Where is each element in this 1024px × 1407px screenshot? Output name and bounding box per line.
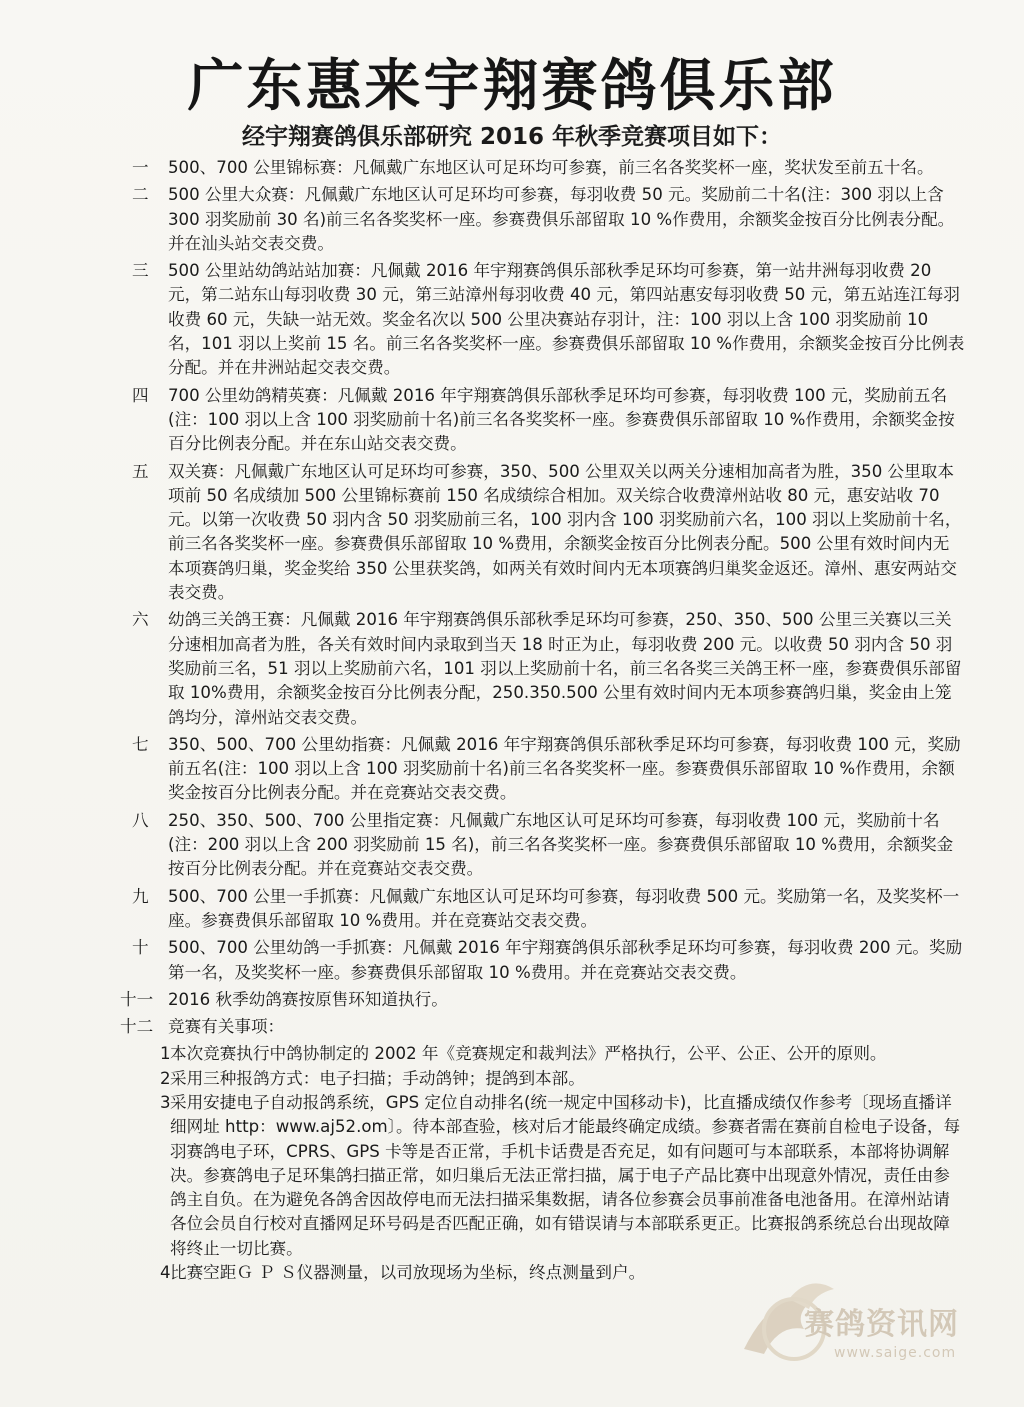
item-number: 五 [132, 461, 149, 481]
sub-item-text: 采用三种报鸽方式：电子扫描；手动鸽钟；提鸽到本部。 [170, 1068, 585, 1088]
item-text: 350、500、700 公里幼指赛：凡佩戴 2016 年宇翔赛鸽俱乐部秋季足环均可参赛，每羽收费 100 元，奖励前五名(注：100 羽以上含 100 羽奖励前十名)前三名各奖奖杯一座。参赛费俱乐部留取 10 %作费用，余额奖金按百分比例表分配。并在竞赛站交表交费。 [168, 734, 961, 803]
item-number: 十 [132, 938, 149, 958]
sub-item-number: 1 [160, 1044, 171, 1064]
list-item [120, 733, 965, 806]
item-number: 八 [132, 810, 149, 830]
item-text: 500、700 公里锦标赛：凡佩戴广东地区认可足环均可参赛，前三名各奖奖杯一座，奖状发至前五十名。 [168, 158, 934, 177]
item-number: 三 [132, 261, 149, 281]
item-text: 500 公里站幼鸽站站加赛：凡佩戴 2016 年宇翔赛鸽俱乐部秋季足环均可参赛，第一站井洲每羽收费 20 元，第二站东山每羽收费 30 元，第三站漳州每羽收费 40 元，第四站惠安每羽收费 50 元，第五站连江每羽收费 60 元，失缺一站无效。奖金名次以 500 公里决赛站存羽计，注：100 羽以上含 100 羽奖励前 10 名，101 羽以上奖前 15 名。前三名各奖奖杯一座。参赛费俱乐部留取 10 %作费用，余额奖金按百分比例表分配。并在井洲站起交表交费。 [168, 261, 965, 378]
sub-item [130, 1067, 965, 1091]
list-item [120, 988, 965, 1012]
item-text: 250、350、500、700 公里指定赛：凡佩戴广东地区认可足环均可参赛，每羽收费 100 元，奖励前十名(注：200 羽以上含 200 羽奖励前 15 名)，前三名各奖奖杯一座。参赛费俱乐部留取 10 %费用，余额奖金按百分比例表分配。并在竞赛站交表交费。 [168, 810, 954, 879]
item-number: 七 [132, 734, 149, 754]
item-text: 双关赛：凡佩戴广东地区认可足环均可参赛，350、500 公里双关以两关分速相加高者为胜，350 公里取本项前 50 名成绩加 500 公里锦标赛前 150 名成绩综合相加。双关综合收费漳州站收 80 元，惠安站收 70 元。以第一次收费 50 羽内含 50 羽奖励前三名，100 羽内含 100 羽奖励前六名，100 羽以上奖励前十名，前三名各奖奖杯一座。参赛费俱乐部留取 10 %费用，余额奖金按百分比例表分配。500 公里有效时间内无本项赛鸽归巢，奖金奖给 350 公里获奖鸽，如两关有效时间内无本项赛鸽归巢奖金返还。漳州、惠安两站交表交费。 [168, 461, 962, 603]
watermark-text: 赛鸽资讯网 [804, 1307, 959, 1342]
item-number: 十一 [120, 989, 154, 1009]
item-text: 竞赛有关事项： [168, 1017, 285, 1037]
page-subtitle: 经宇翔赛鸽俱乐部研究 2016 年秋季竞赛项目如下： [241, 124, 783, 150]
list-item [120, 156, 965, 180]
list-item [120, 936, 965, 985]
list-item [120, 885, 965, 934]
list-item [120, 259, 965, 380]
item-text: 700 公里幼鸽精英赛：凡佩戴 2016 年宇翔赛鸽俱乐部秋季足环均可参赛，每羽收费 100 元，奖励前五名(注：100 羽以上含 100 羽奖励前十名)前三名各奖奖杯一座。参赛费俱乐部留取 10 %作费用，余额奖金按百分比例表分配。并在东山站交表交费。 [168, 385, 955, 454]
content-list [120, 156, 965, 1285]
sub-item-number: 4 [160, 1263, 171, 1283]
list-item [120, 608, 965, 729]
sub-item-text: 比赛空距Ｇ Ｐ Ｓ仪器测量，以司放现场为坐标，终点测量到户。 [170, 1263, 646, 1283]
item-text: 幼鸽三关鸽王赛：凡佩戴 2016 年宇翔赛鸽俱乐部秋季足环均可参赛，250、350、500 公里三关赛以三关分速相加高者为胜，各关有效时间内录取到当天 18 时正为止，每羽收费 200 元。以收费 50 羽内含 50 羽奖励前三名，51 羽以上奖励前六名，101 羽以上奖励前十名，前三名各奖三关鸽王杯一座，参赛费俱乐部留取 10%费用，余额奖金按百分比例表分配，250.350.500 公里有效时间内无本项参赛鸽归巢，奖金由上笼鸽均分，漳州站交表交费。 [168, 610, 962, 727]
watermark [734, 1269, 984, 1379]
item-text: 500 公里大众赛：凡佩戴广东地区认可足环均可参赛，每羽收费 50 元。奖励前二十名(注：300 羽以上含 300 羽奖励前 30 名)前三名各奖奖杯一座。参赛费俱乐部留取 10 %作费用，余额奖金按百分比例表分配。并在汕头站交表交费。 [168, 185, 955, 253]
item-number: 十二 [120, 1017, 154, 1037]
item-number: 九 [132, 886, 149, 906]
list-item [120, 384, 965, 457]
sub-item [130, 1091, 965, 1261]
sub-item-text: 采用安捷电子自动报鸽系统，GPS 定位自动排名(统一规定中国移动卡)，比直播成绩仅作参考〔现场直播详细网址 http：www.aj52.om〕。待本部查验，核对后才能最终确定成绩。参赛者需在赛前自检电子设备，每羽赛鸽电子环，CPRS、GPS 卡等是否正常，手机卡话费是否充足，如有问题可与本部联系，本部将协调解决。参赛鸽电子足环集鸽扫描正常，如归巢后无法正常扫描，属于电子产品比赛中出现意外情况，责任由参鸽主自负。在为避免各鸽舍因故停电而无法扫描采集数据，请各位参赛会员事前准备电池备用。在漳州站请各位会员自行校对直播网足环号码是否匹配正确，如有错误请与本部联系更正。比赛报鸽系统总台出现故障将终止一切比赛。 [170, 1092, 961, 1258]
list-item [120, 183, 965, 256]
list-item [120, 809, 965, 882]
sub-item-number: 2 [160, 1068, 171, 1088]
item-text: 500、700 公里幼鸽一手抓赛：凡佩戴 2016 年宇翔赛鸽俱乐部秋季足环均可参赛，每羽收费 200 元。奖励第一名，及奖奖杯一座。参赛费俱乐部留取 10 %费用。并在竞赛站交表交费。 [168, 938, 963, 982]
item-number: 四 [132, 385, 149, 405]
list-item [120, 460, 965, 606]
item-text: 500、700 公里一手抓赛：凡佩戴广东地区认可足环均可参赛，每羽收费 500 元。奖励第一名，及奖奖杯一座。参赛费俱乐部留取 10 %费用。并在竞赛站交表交费。 [168, 886, 960, 930]
item-number: 二 [132, 185, 149, 205]
sub-item-text: 本次竞赛执行中鸽协制定的 2002 年《竞赛规定和裁判法》严格执行，公平、公正、公开的原则。 [170, 1044, 887, 1064]
item-number: 一 [132, 158, 149, 177]
item-number: 六 [132, 610, 149, 630]
page-title: 广东惠来宇翔赛鸽俱乐部 [187, 54, 837, 119]
list-item [120, 1015, 965, 1039]
watermark-url: www.saige.com [834, 1345, 957, 1361]
sub-item [130, 1042, 965, 1066]
item-text: 2016 秋季幼鸽赛按原售环知道执行。 [168, 989, 448, 1009]
sub-item-number: 3 [160, 1092, 171, 1112]
